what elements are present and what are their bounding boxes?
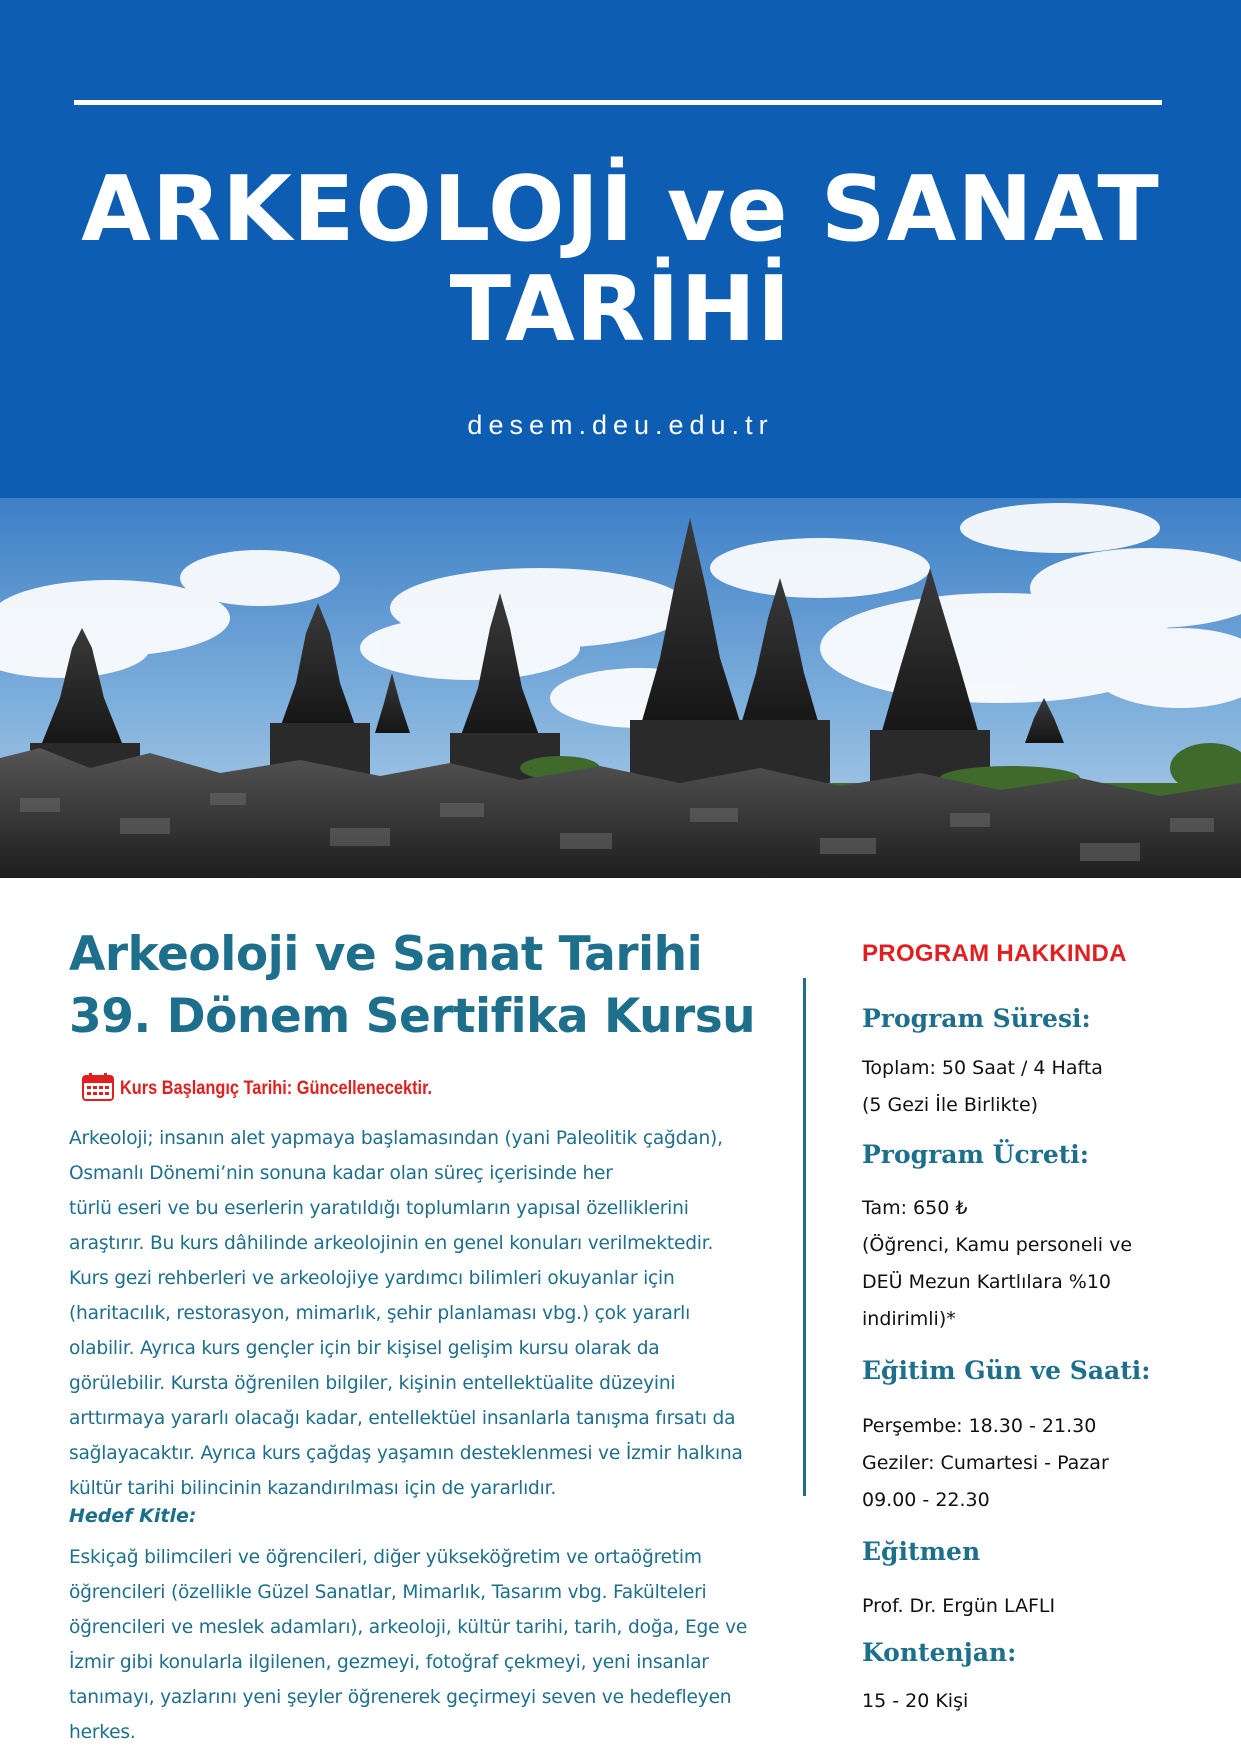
fee-line: Tam: 650 ₺ — [862, 1197, 968, 1219]
description-line: arttırmaya yararlı olacağı kadar, entellektüel insanlarla tanışma fırsatı da — [69, 1408, 736, 1429]
description-line: (haritacılık, restorasyon, mimarlık, şehir planlaması vbg.) çok yararlı — [69, 1303, 691, 1324]
fee-line: DEÜ Mezun Kartlılara %10 — [862, 1271, 1111, 1293]
calendar-icon — [82, 1073, 114, 1106]
audience-line: İzmir gibi konularla ilgilenen, gezmeyi, fotoğraf çekmeyi, yeni insanlar — [69, 1652, 709, 1673]
start-date-text: Kurs Başlangıç Tarihi: Güncellenecektir. — [120, 1078, 433, 1099]
audience-line: tanımayı, yazlarını yeni şeyler öğrenerek geçirmeyi seven ve hedefleyen — [69, 1687, 732, 1708]
duration-line: Toplam: 50 Saat / 4 Hafta — [862, 1057, 1103, 1079]
course-heading-line-1: Arkeoloji ve Sanat Tarihi — [69, 927, 703, 982]
course-heading-line-2: 39. Dönem Sertifika Kursu — [69, 989, 756, 1044]
start-date — [82, 1072, 483, 1106]
description-line: sağlayacaktır. Ayrıca kurs çağdaş yaşamın desteklenmesi ve İzmir halkına — [69, 1443, 743, 1464]
course-heading — [69, 924, 799, 1048]
page-title — [0, 157, 1241, 362]
header-divider — [74, 100, 1162, 105]
instructor-heading: Eğitmen — [862, 1537, 981, 1566]
description-line: Osmanlı Dönemi’nin sonuna kadar olan süreç içerisinde her — [69, 1163, 613, 1184]
description-line: olabilir. Ayrıca kurs gençler için bir kişisel gelişim kursu olarak da — [69, 1338, 660, 1359]
schedule-line: 09.00 - 22.30 — [862, 1489, 990, 1511]
program-info-title: PROGRAM HAKKINDA — [862, 940, 1127, 967]
audience-line: öğrencileri (özellikle Güzel Sanatlar, Mimarlık, Tasarım vbg. Fakülteleri — [69, 1582, 707, 1603]
capacity-heading: Kontenjan: — [862, 1638, 1017, 1667]
capacity-details — [862, 1683, 1192, 1720]
schedule-heading: Eğitim Gün ve Saati: — [862, 1356, 1151, 1385]
temple-photo — [0, 498, 1241, 878]
audience-line: herkes. — [69, 1722, 136, 1743]
site-url[interactable]: desem.deu.edu.tr — [467, 410, 774, 440]
fee-line: indirimli)* — [862, 1308, 956, 1330]
audience-line: Eskiçağ bilimcileri ve öğrencileri, diğer yükseköğretim ve ortaöğretim — [69, 1547, 702, 1568]
instructor-name: Prof. Dr. Ergün LAFLI — [862, 1595, 1056, 1617]
description-line: görülebilir. Kursta öğrenilen bilgiler, kişinin entellektüalite düzeyini — [69, 1373, 676, 1394]
duration-line: (5 Gezi İle Birlikte) — [862, 1094, 1039, 1116]
duration-details — [862, 1050, 1192, 1124]
fee-details — [862, 1190, 1192, 1338]
description-line: Arkeoloji; insanın alet yapmaya başlamasından (yani Paleolitik çağdan), — [69, 1128, 723, 1149]
audience-line: öğrencileri ve meslek adamları), arkeoloji, kültür tarihi, tarih, doğa, Ege ve — [69, 1617, 748, 1638]
description-line: kültür tarihi bilincinin kazandırılması için de yararlıdır. — [69, 1478, 557, 1499]
target-audience-text — [69, 1540, 789, 1750]
fee-line: (Öğrenci, Kamu personeli ve — [862, 1234, 1133, 1256]
schedule-line: Geziler: Cumartesi - Pazar — [862, 1452, 1109, 1474]
description-line: Kurs gezi rehberleri ve arkeolojiye yardımcı bilimleri okuyanlar için — [69, 1268, 675, 1289]
page-title-line-1: ARKEOLOJİ ve SANAT — [81, 157, 1160, 262]
page-title-line-2: TARİHİ — [449, 257, 792, 362]
duration-heading: Program Süresi: — [862, 1004, 1091, 1033]
capacity-value: 15 - 20 Kişi — [862, 1690, 969, 1712]
fee-heading: Program Ücreti: — [862, 1140, 1090, 1169]
description-line: türlü eseri ve bu eserlerin yaratıldığı toplumların yapısal özelliklerini — [69, 1198, 689, 1219]
schedule-line: Perşembe: 18.30 - 21.30 — [862, 1415, 1097, 1437]
course-description — [69, 1121, 789, 1506]
target-audience-label: Hedef Kitle: — [69, 1505, 197, 1527]
schedule-details — [862, 1408, 1192, 1519]
column-divider — [803, 978, 806, 1496]
header-banner — [0, 0, 1241, 498]
instructor-details — [862, 1588, 1192, 1625]
description-line: araştırır. Bu kurs dâhilinde arkeolojinin en genel konuları verilmektedir. — [69, 1233, 714, 1254]
